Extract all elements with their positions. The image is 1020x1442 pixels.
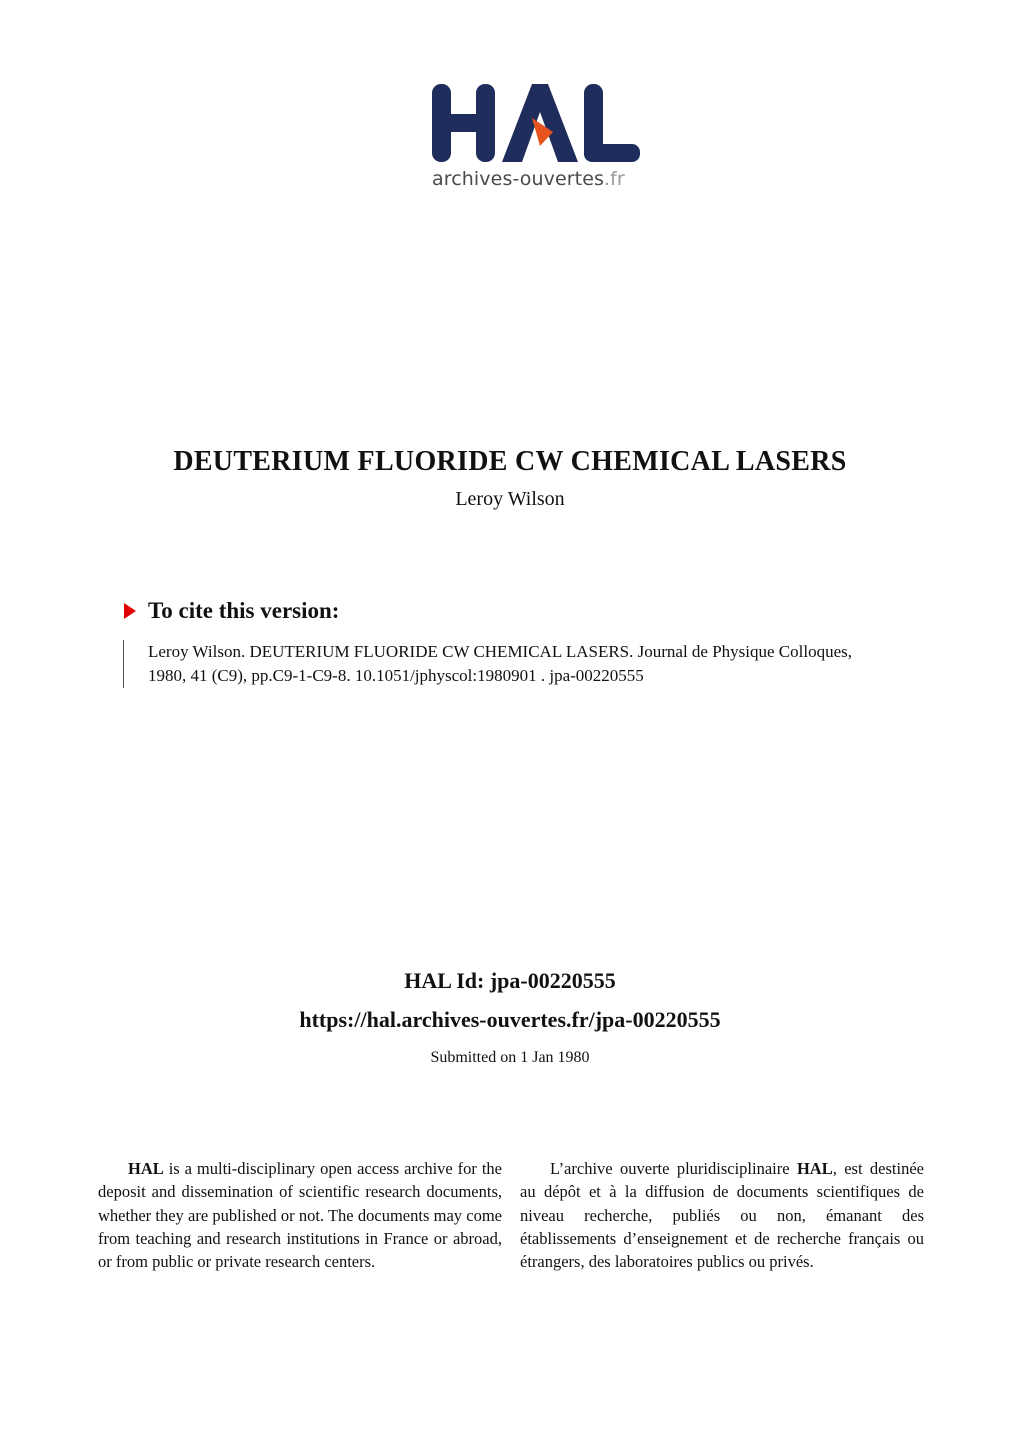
description-english-text: is a multi-disciplinary open access archive for the deposit and dissemination of scientific research documents, whether they are published or not. The documents may come from teaching and research institutions in France or abroad, or from public or private research centers. [98, 1159, 502, 1272]
description-english [98, 1157, 502, 1273]
cite-heading [124, 598, 339, 624]
triangle-bullet-icon [124, 603, 136, 619]
document-author: Leroy Wilson [455, 488, 565, 510]
hal-logo-icon [432, 78, 644, 168]
hal-bold: HAL [128, 1159, 164, 1178]
description-french-prefix: L’archive ouverte pluridisciplinaire [550, 1159, 797, 1178]
description-french-text: , est destinée au dépôt et à la diffusion de documents scientifiques de niveau recherche, publiés ou non, émanant des établissements d’enseignement et de recherche français ou étrangers, des laboratoires publics ou privés. [520, 1159, 924, 1272]
cite-heading-text: To cite this version: [148, 598, 340, 623]
citation-line-1: Leroy Wilson. DEUTERIUM FLUORIDE CW CHEMICAL LASERS. Journal de Physique Colloques, [148, 642, 853, 661]
document-title: DEUTERIUM FLUORIDE CW CHEMICAL LASERS [173, 446, 847, 477]
logo-subtitle: archives-ouvertes.fr [432, 168, 625, 190]
hal-bold: HAL [796, 1159, 833, 1178]
submitted-date: Submitted on 1 Jan 1980 [430, 1049, 590, 1066]
hal-id: HAL Id: jpa-00220555 [404, 968, 616, 993]
citation-line-2: 1980, 41 (C9), pp.C9-1-C9-8. 10.1051/jphyscol:1980901 . jpa-00220555 [148, 666, 644, 685]
citation-block [123, 640, 998, 688]
description-french [520, 1157, 924, 1273]
hal-url-link[interactable]: https://hal.archives-ouvertes.fr/jpa-00220555 [299, 1007, 721, 1032]
